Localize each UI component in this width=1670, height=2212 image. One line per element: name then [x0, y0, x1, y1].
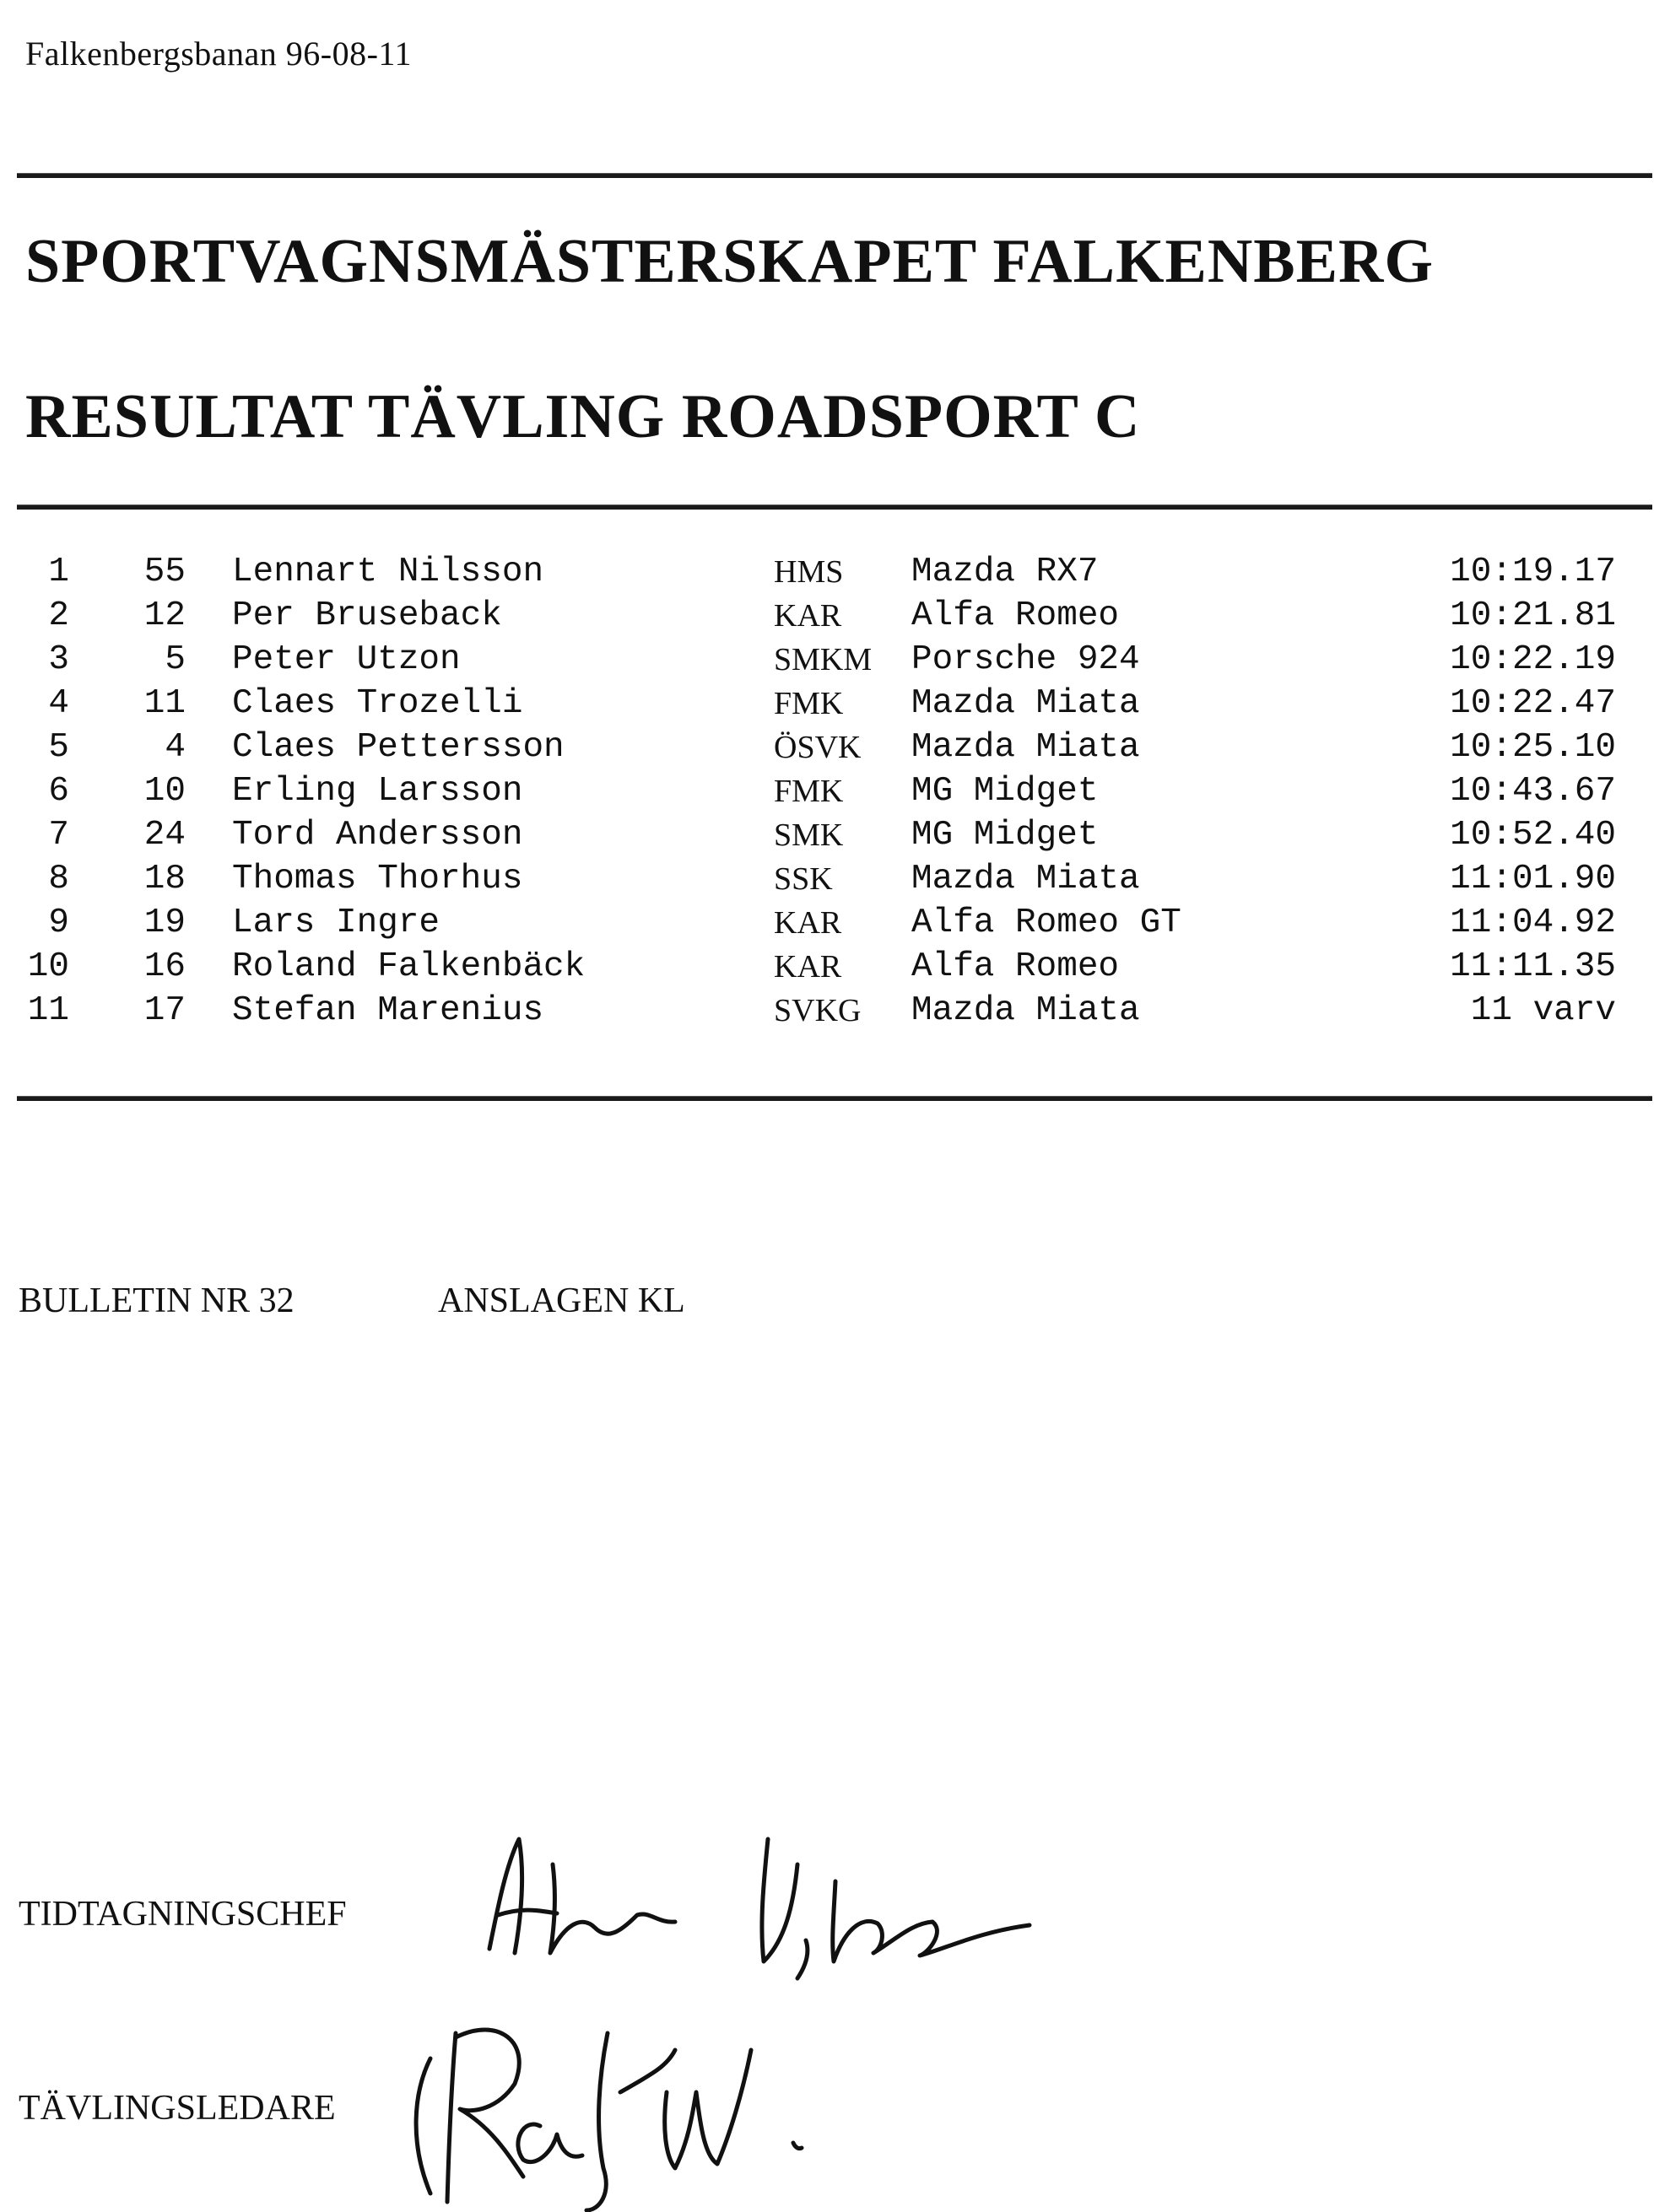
result-time: 10:22.47: [1450, 684, 1616, 723]
result-car-number: 55: [143, 553, 186, 591]
result-car-number: 19: [143, 904, 186, 942]
result-row: [0, 769, 1670, 813]
result-car: Mazda Miata: [911, 991, 1140, 1030]
result-car: MG Midget: [911, 772, 1099, 811]
result-row: [0, 857, 1670, 901]
result-position: 5: [48, 728, 69, 767]
race-director-signature: [397, 1999, 869, 2212]
result-club: FMK: [774, 774, 844, 809]
timing-chief-signature: [473, 1814, 1080, 1983]
result-position: 1: [48, 553, 69, 591]
divider-results-top: [17, 504, 1652, 510]
result-row: [0, 901, 1670, 945]
result-car-number: 5: [165, 640, 186, 679]
championship-title: SPORTVAGNSMÄSTERSKAPET FALKENBERG: [25, 227, 1435, 296]
result-row: [0, 550, 1670, 594]
result-car-number: 18: [143, 860, 186, 898]
result-car: MG Midget: [911, 816, 1099, 855]
result-car-number: 11: [143, 684, 186, 723]
result-car-number: 24: [143, 816, 186, 855]
result-row: [0, 989, 1670, 1033]
result-position: 8: [48, 860, 69, 898]
result-position: 6: [48, 772, 69, 811]
result-position: 3: [48, 640, 69, 679]
result-car: Alfa Romeo: [911, 947, 1120, 986]
result-row: [0, 945, 1670, 989]
result-position: 7: [48, 816, 69, 855]
result-driver: Lennart Nilsson: [232, 553, 544, 591]
result-position: 2: [48, 596, 69, 635]
result-car-number: 17: [143, 991, 186, 1030]
result-club: KAR: [774, 949, 842, 985]
result-car-number: 12: [143, 596, 186, 635]
result-car-number: 16: [143, 947, 186, 986]
result-car: Mazda RX7: [911, 553, 1099, 591]
result-driver: Stefan Marenius: [232, 991, 544, 1030]
result-time: 11 varv: [1470, 991, 1616, 1030]
result-time: 10:19.17: [1450, 553, 1616, 591]
result-driver: Roland Falkenbäck: [232, 947, 586, 986]
result-driver: Peter Utzon: [232, 640, 461, 679]
timing-chief-label: TIDTAGNINGSCHEF: [19, 1895, 347, 1934]
result-club: KAR: [774, 598, 842, 634]
result-club: SMKM: [774, 642, 873, 677]
result-driver: Tord Andersson: [232, 816, 523, 855]
result-time: 10:22.19: [1450, 640, 1616, 679]
divider-results-bottom: [17, 1096, 1652, 1101]
result-row: [0, 813, 1670, 857]
result-driver: Per Bruseback: [232, 596, 502, 635]
result-car: Alfa Romeo GT: [911, 904, 1181, 942]
result-car: Porsche 924: [911, 640, 1140, 679]
result-driver: Thomas Thorhus: [232, 860, 523, 898]
result-driver: Claes Trozelli: [232, 684, 523, 723]
result-time: 10:52.40: [1450, 816, 1616, 855]
result-time: 11:04.92: [1450, 904, 1616, 942]
result-time: 10:25.10: [1450, 728, 1616, 767]
race-title: RESULTAT TÄVLING ROADSPORT C: [25, 382, 1141, 451]
result-club: FMK: [774, 686, 844, 721]
posted-time-label: ANSLAGEN KL: [438, 1281, 685, 1320]
result-position: 11: [27, 991, 69, 1030]
result-position: 4: [48, 684, 69, 723]
result-driver: Lars Ingre: [232, 904, 440, 942]
result-car: Mazda Miata: [911, 684, 1140, 723]
result-car-number: 10: [143, 772, 186, 811]
result-position: 9: [48, 904, 69, 942]
result-club: SMK: [774, 817, 844, 853]
result-club: HMS: [774, 554, 844, 590]
race-director-label: TÄVLINGSLEDARE: [19, 2089, 336, 2128]
result-club: SVKG: [774, 993, 862, 1028]
result-row: [0, 594, 1670, 638]
result-car: Mazda Miata: [911, 860, 1140, 898]
result-row: [0, 682, 1670, 726]
result-driver: Claes Pettersson: [232, 728, 565, 767]
bulletin-number: BULLETIN NR 32: [19, 1281, 295, 1320]
divider-top: [17, 173, 1652, 178]
result-time: 11:11.35: [1450, 947, 1616, 986]
result-club: ÖSVK: [774, 730, 862, 765]
result-time: 11:01.90: [1450, 860, 1616, 898]
result-driver: Erling Larsson: [232, 772, 523, 811]
result-time: 10:21.81: [1450, 596, 1616, 635]
result-row: [0, 726, 1670, 769]
result-car: Alfa Romeo: [911, 596, 1120, 635]
result-car-number: 4: [165, 728, 186, 767]
place-date: Falkenbergsbanan 96-08-11: [25, 35, 412, 73]
result-position: 10: [27, 947, 69, 986]
result-time: 10:43.67: [1450, 772, 1616, 811]
result-row: [0, 638, 1670, 682]
result-club: SSK: [774, 861, 833, 897]
result-car: Mazda Miata: [911, 728, 1140, 767]
result-club: KAR: [774, 905, 842, 941]
